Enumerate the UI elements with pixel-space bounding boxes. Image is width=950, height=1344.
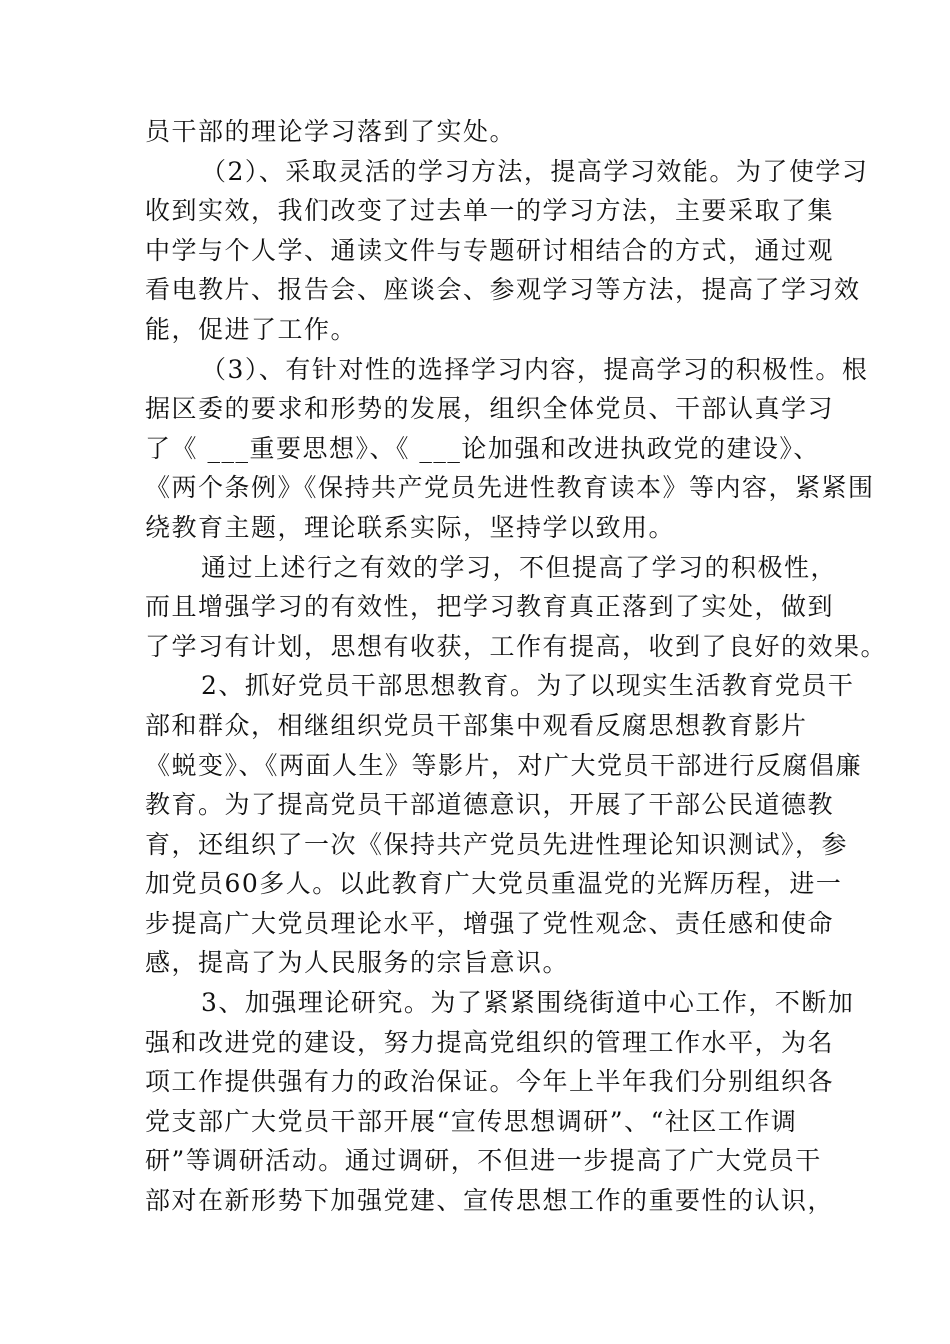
paragraph-line: 感，提高了为人民服务的宗旨意识。: [145, 948, 570, 978]
paragraph-line: 步提高广大党员理论水平，增强了党性观念、责任感和使命: [145, 908, 835, 938]
paragraph-line: 收到实效，我们改变了过去单一的学习方法，主要采取了集: [145, 196, 835, 226]
paragraph-line: 部对在新形势下加强党建、宣传思想工作的重要性的认识，: [145, 1186, 835, 1216]
paragraph-line: 强和改进党的建设，努力提高党组织的管理工作水平，为名: [145, 1027, 835, 1057]
paragraph-line: 研”等调研活动。通过调研，不但进一步提高了广大党员干: [145, 1146, 822, 1176]
paragraph-line: 能，促进了工作。: [145, 314, 358, 344]
paragraph-first-line: （3）、有针对性的选择学习内容，提高学习的积极性。根: [201, 354, 869, 384]
paragraph-line: 了《 ___重要思想》、《 ___论加强和改进执政党的建设》、: [145, 433, 820, 463]
paragraph-line: 看电教片、报告会、座谈会、参观学习等方法，提高了学习效: [145, 275, 861, 305]
paragraph-line: 部和群众，相继组织党员干部集中观看反腐思想教育影片: [145, 710, 808, 740]
paragraph-line: 教育。为了提高党员干部道德意识，开展了干部公民道德教: [145, 790, 835, 820]
document-body: [145, 112, 888, 1221]
paragraph-line: 据区委的要求和形势的发展，组织全体党员、干部认真学习: [145, 394, 835, 424]
paragraph-line: 项工作提供强有力的政治保证。今年上半年我们分别组织各: [145, 1067, 835, 1097]
paragraph-line: 员干部的理论学习落到了实处。: [145, 117, 517, 146]
paragraph-line: 加党员60多人。以此教育广大党员重温党的光辉历程，进一: [145, 869, 843, 899]
paragraph-line: 党支部广大党员干部开展“宣传思想调研”、“社区工作调: [145, 1106, 798, 1136]
paragraph-first-line: 2、抓好党员干部思想教育。为了以现实生活教育党员干: [201, 671, 855, 701]
paragraph-first-line: （2）、采取灵活的学习方法，提高学习效能。为了使学习: [201, 156, 869, 186]
paragraph-line: 绕教育主题，理论联系实际，坚持学以致用。: [145, 512, 676, 542]
paragraph-line: 了学习有计划，思想有收获，工作有提高，收到了良好的效果。: [145, 631, 888, 661]
paragraph-line: 《两个条例》《保持共产党员先进性教育读本》等内容，紧紧围: [145, 473, 875, 503]
paragraph-line: 《蜕变》、《两面人生》等影片，对广大党员干部进行反腐倡廉: [145, 750, 863, 780]
paragraph-first-line: 通过上述行之有效的学习，不但提高了学习的积极性，: [201, 552, 838, 582]
paragraph-line: 育，还组织了一次《保持共产党员先进性理论知识测试》，参: [145, 829, 849, 859]
paragraph-first-line: 3、加强理论研究。为了紧紧围绕街道中心工作，不断加: [201, 988, 855, 1018]
paragraph-line: 而且增强学习的有效性，把学习教育真正落到了实处，做到: [145, 592, 835, 622]
paragraph-line: 中学与个人学、通读文件与专题研讨相结合的方式，通过观: [145, 235, 835, 265]
